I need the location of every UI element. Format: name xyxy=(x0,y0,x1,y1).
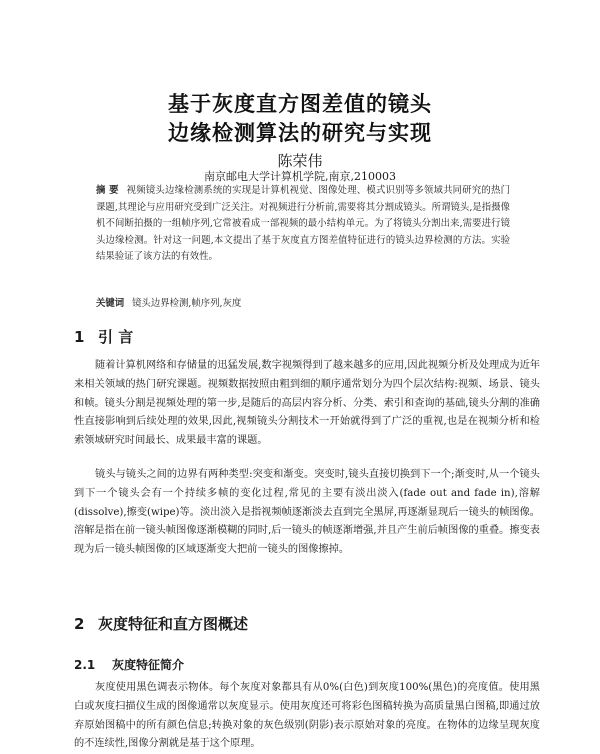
section-2-1-title: 灰度特征简介 xyxy=(112,658,185,672)
section-1-paragraph-1: 随着计算机网络和存储量的迅猛发展,数字视频得到了越来越多的应用,因此视频分析及处理成为近年来相关领域的热门研究课题。视频数据按照由粗到细的顺序通常划分为四个层次结构:视频、场景、镜头和帧。镜头分割是视频处理的第一步,是随后的高层内容分析、分类、索引和查询的基础,镜头分割的准确性直接影响到后续处理的效果,因此,视频镜头分割技术一开始就得到了广泛的重视,也是在视频分析和检索领域研究时间最长、成果最丰富的课题。 xyxy=(74,360,540,447)
abstract-text: 视频镜头边缘检测系统的实现是计算机视觉、图像处理、模式识别等多领域共同研究的热门课题,其理论与应用研究受到广泛关注。对视频进行分析前,需要将其分割成镜头。所谓镜头,是指摄像机不间断拍摄的一组帧序列,它常被看成一部视频的最小结构单元。为了将镜头分割出来,需要进行镜头边缘检测。针对这一问题,本文提出了基于灰度直方图差值特征进行的镜头边界检测的方法。实验结果验证了该方法的有效性。 xyxy=(96,185,510,263)
abstract-label: 摘 要 xyxy=(96,185,119,196)
keywords-text: 镜头边界检测,帧序列,灰度 xyxy=(132,298,242,309)
keywords xyxy=(96,295,241,309)
section-2-number: 2 xyxy=(74,615,85,633)
section-2-title: 灰度特征和直方图概述 xyxy=(98,615,249,633)
section-2-1-heading xyxy=(74,656,184,673)
section-1-title: 引 言 xyxy=(98,328,134,346)
keywords-label: 关键词 xyxy=(96,298,125,309)
section-2-heading xyxy=(74,613,248,634)
section-2-1-number: 2.1 xyxy=(74,658,96,672)
section-1-heading xyxy=(74,326,133,347)
section-1-number: 1 xyxy=(74,328,85,346)
author-name: 陈荣伟 xyxy=(277,152,323,170)
abstract xyxy=(96,183,510,266)
author-affiliation: 南京邮电大学计算机学院,南京,210003 xyxy=(204,170,396,183)
section-2-1-paragraph-1: 灰度使用黑色调表示物体。每个灰度对象都具有从0%(白色)到灰度100%(黑色)的亮度值。使用黑白或灰度扫描仪生成的图像通常以灰度显示。使用灰度还可将彩色图稿转换为高质量黑白图稿,即通过放弃原始图稿中的所有颜色信息;转换对象的灰色级别(阴影)表示原始对象的亮度。在物体的边缘呈现灰度的不连续性,图像分割就是基于这个原理。 xyxy=(74,682,540,750)
title-line-2: 边缘检测算法的研究与实现 xyxy=(168,121,432,145)
section-1-paragraph-2: 镜头与镜头之间的边界有两种类型:突变和渐变。突变时,镜头直接切换到下一个;渐变时,从一个镜头到下一个镜头会有一个持续多帧的变化过程,常见的主要有淡出淡入(fade out and fade in),溶解(dissolve),擦变(wipe)等。淡出淡入是指视频帧逐渐淡去直到完全黑屏,再逐渐显现后一镜头的帧图像。溶解是指在前一镜头帧图像逐渐模糊的同时,后一镜头的帧逐渐增强,并且产生前后帧图像的重叠。擦变表现为后一镜头帧图像的区域逐渐变大把前一镜头的图像擦掉。 xyxy=(74,469,540,556)
title-line-1: 基于灰度直方图差值的镜头 xyxy=(168,92,432,116)
